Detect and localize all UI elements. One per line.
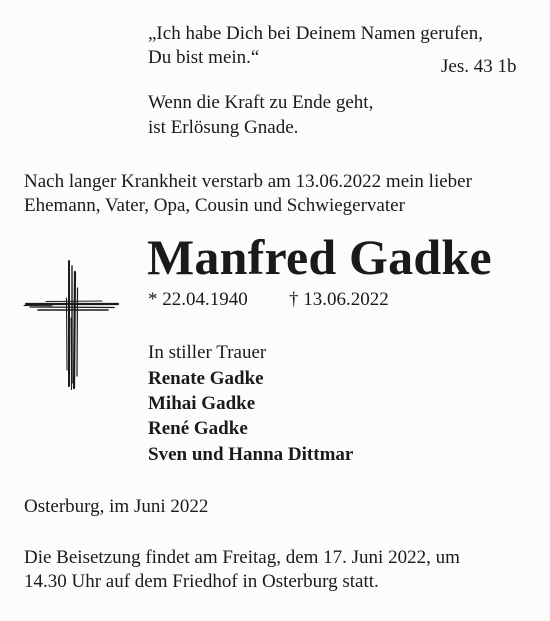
verse-reference: Jes. 43 1b (441, 56, 517, 77)
death-date: † 13.06.2022 (289, 289, 389, 310)
funeral-line-2: 14.30 Uhr auf dem Friedhof in Osterburg statt. (24, 571, 379, 592)
intro-line-2: Ehemann, Vater, Opa, Cousin und Schwiegervater (24, 195, 405, 216)
verse-line-1: „Ich habe Dich bei Deinem Namen gerufen, (148, 23, 483, 44)
birth-date: * 22.04.1940 (148, 289, 248, 310)
mourners-heading: In stiller Trauer (148, 342, 267, 363)
mourner-name: Renate Gadke (148, 368, 264, 389)
saying-line-2: ist Erlösung Gnade. (148, 117, 299, 138)
intro-line-1: Nach langer Krankheit verstarb am 13.06.2022 mein lieber (24, 171, 472, 192)
cross-icon (22, 258, 122, 390)
place-date: Osterburg, im Juni 2022 (24, 496, 209, 517)
mourner-name: René Gadke (148, 418, 248, 439)
saying-line-1: Wenn die Kraft zu Ende geht, (148, 92, 374, 113)
funeral-line-1: Die Beisetzung findet am Freitag, dem 17. Juni 2022, um (24, 547, 460, 568)
verse-line-2: Du bist mein.“ (148, 47, 260, 68)
mourner-name: Mihai Gadke (148, 393, 256, 414)
deceased-name: Manfred Gadke (147, 229, 492, 285)
mourner-name: Sven und Hanna Dittmar (148, 444, 354, 465)
